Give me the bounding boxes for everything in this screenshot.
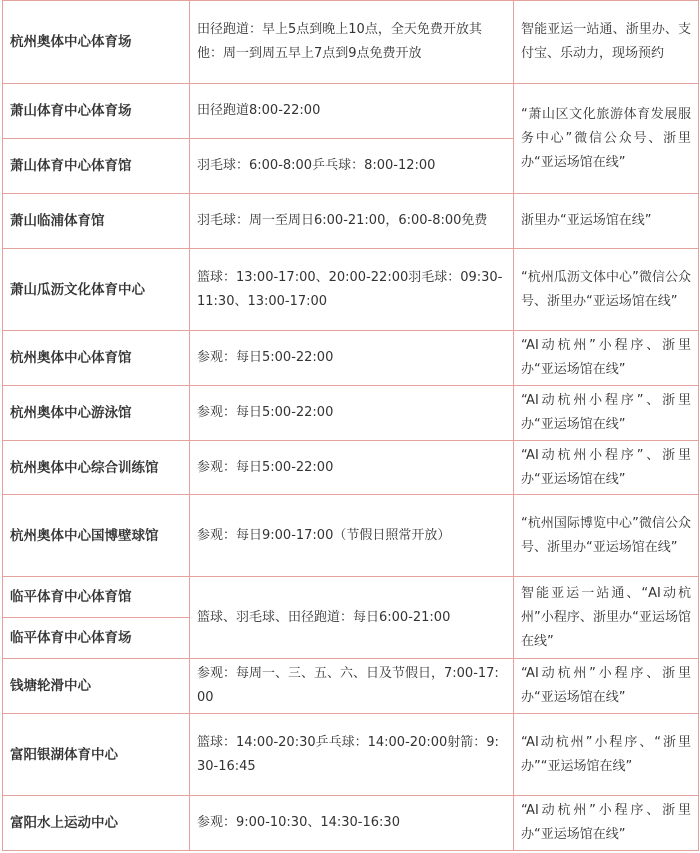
booking-channels: “杭州国际博览中心”微信公众号、浙里办“亚运场馆在线” xyxy=(514,495,699,577)
table-row xyxy=(3,659,699,714)
venue-name: 杭州奥体中心体育馆 xyxy=(3,331,190,386)
booking-channels: “AI动杭州”小程序、“浙里办”“亚运场馆在线” xyxy=(514,714,699,796)
booking-channels: 浙里办“亚运场馆在线” xyxy=(514,194,699,249)
table-row xyxy=(3,441,699,495)
venue-name: 萧山瓜沥文化体育中心 xyxy=(3,249,190,331)
venue-name: 杭州奥体中心体育场 xyxy=(3,1,190,84)
table-row xyxy=(3,84,699,139)
venue-name: 钱塘轮滑中心 xyxy=(3,659,190,714)
opening-hours: 参观：每日5:00-22:00 xyxy=(190,441,514,495)
table-row xyxy=(3,714,699,796)
booking-channels: “AI动杭州”小程序、浙里办“亚运场馆在线” xyxy=(514,796,699,851)
booking-channels: “萧山区文化旅游体育发展服务中心”微信公众号、浙里办“亚运场馆在线” xyxy=(514,84,699,194)
venue-name: 杭州奥体中心国博壁球馆 xyxy=(3,495,190,577)
opening-hours: 田径跑道8:00-22:00 xyxy=(190,84,514,139)
venue-name: 萧山临浦体育馆 xyxy=(3,194,190,249)
opening-hours: 篮球：13:00-17:00、20:00-22:00羽毛球：09:30-11:30、13:00-17:00 xyxy=(190,249,514,331)
table-row xyxy=(3,249,699,331)
booking-channels: 智能亚运一站通、“AI动杭州”小程序、浙里办“亚运场馆在线” xyxy=(514,577,699,659)
opening-hours: 参观：每日9:00-17:00（节假日照常开放） xyxy=(190,495,514,577)
table-row xyxy=(3,331,699,386)
opening-hours: 参观：每日5:00-22:00 xyxy=(190,331,514,386)
booking-channels: “杭州瓜沥文体中心”微信公众号、浙里办“亚运场馆在线” xyxy=(514,249,699,331)
booking-channels: 智能亚运一站通、浙里办、支付宝、乐动力，现场预约 xyxy=(514,1,699,84)
venue-name: 萧山体育中心体育馆 xyxy=(3,139,190,194)
opening-hours: 参观：每日5:00-22:00 xyxy=(190,386,514,441)
venue-name: 临平体育中心体育场 xyxy=(3,618,190,659)
opening-hours: 篮球：14:00-20:30乒乓球：14:00-20:00射箭：9:30-16:45 xyxy=(190,714,514,796)
venue-name: 富阳银湖体育中心 xyxy=(3,714,190,796)
opening-hours: 羽毛球：6:00-8:00乒乓球：8:00-12:00 xyxy=(190,139,514,194)
table-row xyxy=(3,194,699,249)
booking-channels: “AI动杭州小程序”、浙里办“亚运场馆在线” xyxy=(514,386,699,441)
booking-channels: “AI动杭州”小程序、浙里办“亚运场馆在线” xyxy=(514,331,699,386)
venue-name: 萧山体育中心体育场 xyxy=(3,84,190,139)
opening-hours: 羽毛球：周一至周日6:00-21:00，6:00-8:00免费 xyxy=(190,194,514,249)
venue-name: 临平体育中心体育馆 xyxy=(3,577,190,618)
opening-hours: 篮球、羽毛球、田径跑道：每日6:00-21:00 xyxy=(190,577,514,659)
venue-name: 杭州奥体中心游泳馆 xyxy=(3,386,190,441)
table-row xyxy=(3,495,699,577)
opening-hours: 田径跑道：早上5点到晚上10点，全天免费开放其他：周一到周五早上7点到9点免费开放 xyxy=(190,1,514,84)
venue-name: 富阳水上运动中心 xyxy=(3,796,190,851)
table-row xyxy=(3,577,699,618)
venue-name: 杭州奥体中心综合训练馆 xyxy=(3,441,190,495)
table-row xyxy=(3,1,699,84)
opening-hours: 参观：每周一、三、五、六、日及节假日，7:00-17:00 xyxy=(190,659,514,714)
venue-opening-table xyxy=(2,0,699,851)
booking-channels: “AI动杭州小程序”、浙里办“亚运场馆在线” xyxy=(514,441,699,495)
booking-channels: “AI动杭州”小程序、浙里办“亚运场馆在线” xyxy=(514,659,699,714)
table-row xyxy=(3,386,699,441)
opening-hours: 参观：9:00-10:30、14:30-16:30 xyxy=(190,796,514,851)
table-row xyxy=(3,796,699,851)
